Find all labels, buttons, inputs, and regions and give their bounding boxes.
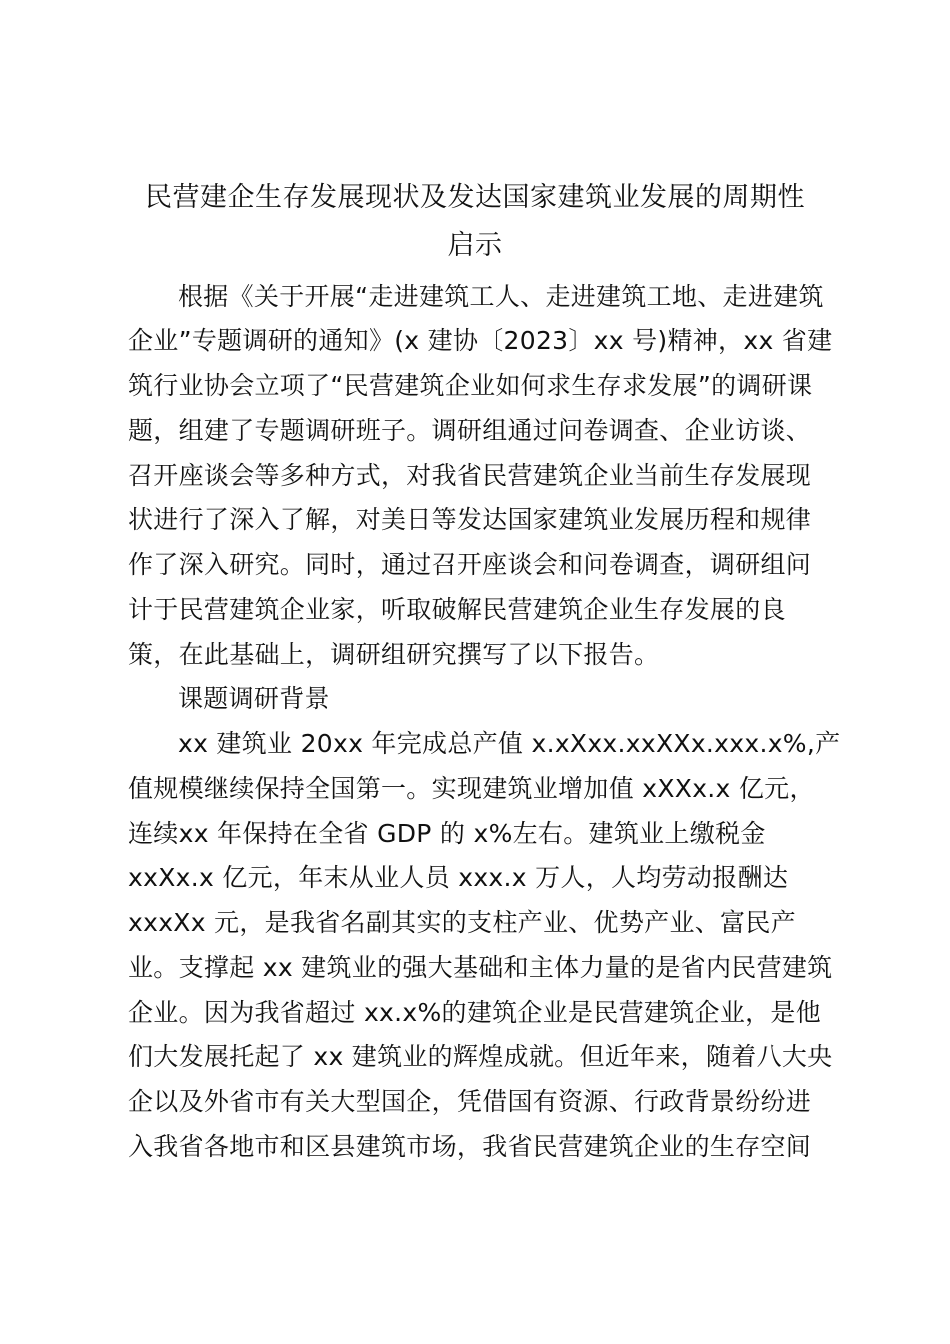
section-heading: 课题调研背景 [178, 684, 330, 713]
paragraph-1-line: 作了深入研究。同时，通过召开座谈会和问卷调查，调研组问 [128, 550, 812, 579]
paragraph-2-line: 值规模继续保持全国第一。实现建筑业增加值 xXXx.x 亿元， [128, 774, 815, 803]
paragraph-2-line: 连续xx 年保持在全省 GDP 的 x%左右。建筑业上缴税金 [128, 819, 766, 848]
paragraph-2-line: xxXx.x 亿元，年末从业人员 xxx.x 万人，人均劳动报酬达 [128, 863, 789, 892]
paragraph-1-line: 状进行了深入了解，对美日等发达国家建筑业发展历程和规律 [128, 505, 812, 534]
paragraph-2-line: xx 建筑业 20xx 年完成总产值 x.xXxx.xxXXx.xxx.x%,产 [178, 729, 841, 758]
paragraph-2-line: 企业。因为我省超过 xx.x%的建筑企业是民营建筑企业，是他 [128, 998, 822, 1027]
paragraph-2-line: 企以及外省市有关大型国企，凭借国有资源、行政背景纷纷进 [128, 1087, 812, 1116]
document-title-line-1: 民营建企生存发展现状及发达国家建筑业发展的周期性 [145, 182, 805, 213]
paragraph-1-line: 召开座谈会等多种方式，对我省民营建筑企业当前生存发展现 [128, 461, 812, 490]
paragraph-2-line: 业。支撑起 xx 建筑业的强大基础和主体力量的是省内民营建筑 [128, 953, 833, 982]
paragraph-1-line: 根据《关于开展“走进建筑工人、走进建筑工地、走进建筑 [178, 282, 824, 311]
paragraph-1-line: 筑行业协会立项了“民营建筑企业如何求生存求发展”的调研课 [128, 371, 813, 400]
document-title-line-2: 启示 [447, 230, 503, 261]
paragraph-2-line: 入我省各地市和区县建筑市场，我省民营建筑企业的生存空间 [128, 1132, 812, 1161]
paragraph-2-line: 们大发展托起了 xx 建筑业的辉煌成就。但近年来，随着八大央 [128, 1042, 833, 1071]
paragraph-1-line: 企业”专题调研的通知》(x 建协〔2023〕xx 号)精神，xx 省建 [128, 326, 833, 355]
paragraph-1-line: 题，组建了专题调研班子。调研组通过问卷调查、企业访谈、 [128, 416, 812, 445]
paragraph-1-line: 策，在此基础上，调研组研究撰写了以下报告。 [128, 640, 660, 669]
paragraph-1-line: 计于民营建筑企业家，听取破解民营建筑企业生存发展的良 [128, 595, 786, 624]
paragraph-2-line: xxxXx 元，是我省名副其实的支柱产业、优势产业、富民产 [128, 908, 796, 937]
